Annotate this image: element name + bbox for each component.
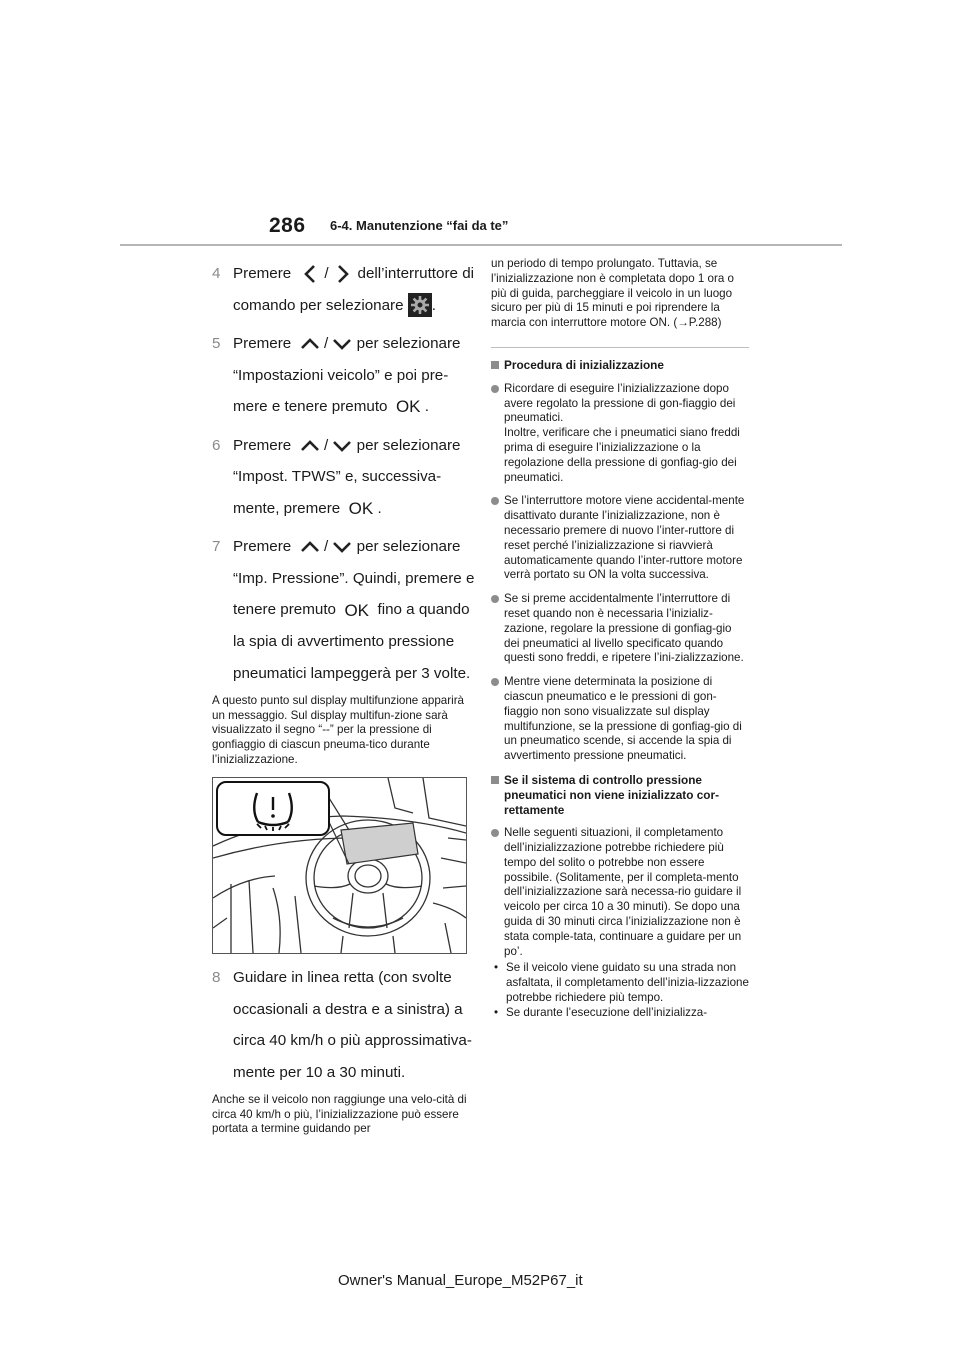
chevron-up-icon: [300, 440, 320, 452]
chevron-down-icon: [332, 541, 352, 553]
bullet-item: [491, 826, 749, 959]
square-bullet-icon: [491, 361, 499, 369]
sub-bullet-text: Se il veicolo viene guidato su una strada non asfaltata, il completamento dell’inizia-lizzazione potrebbe richiedere più tempo.: [506, 961, 749, 1005]
step-text: occasionali a destra e a sinistra) a: [233, 1000, 463, 1018]
chevron-down-icon: [332, 440, 352, 452]
step-8: [212, 962, 472, 1088]
bullet-item: [491, 494, 749, 583]
footer-doc-id: Owner's Manual_Europe_M52P67_it: [338, 1272, 583, 1289]
step-text: per selezionare: [356, 538, 461, 556]
step-text: .: [424, 398, 429, 415]
section-divider: [491, 347, 749, 348]
step-text: “Impostazioni veicolo” e poi pre-: [233, 366, 449, 384]
note-display-message: A questo punto sul display multifunzione apparirà un messaggio. Sul display multifun-zione sarà visualizzato il segno “--” per la pressione di gonfiaggio di ciascun pneuma-tico durante l’inizializzazione.: [212, 694, 464, 766]
step-text: circa 40 km/h o più approssimativa-: [233, 1032, 472, 1050]
bullet-text: Nelle seguenti situazioni, il completamento dell’inizializzazione potrebbe richiedere più tempo del solito o potrebbe non essere possibile. (Solitamente, per il completa-mento dell’inizializzazione sarà necessa-rio guidare il veicolo per circa 10 a 30 minuti). Se dopo una guida di 30 minuti circa l’inizializzazione non è stata comple-tata, continuare a guidare per un po’.: [504, 826, 742, 958]
step-5: [212, 328, 472, 423]
chevron-down-icon: [332, 338, 352, 350]
bullet-text: Se l’interruttore motore viene accidental-mente disattivato durante l’inizializzazione, non è necessario premere di nuovo l’inter-ruttore di reset perché l’inizializzazione si riavvierà automaticamente quando l’inter-ruttore motore verrà portato su ON la volta successiva.: [504, 494, 745, 582]
continued-text: un periodo di tempo prolungato. Tuttavia, se l’inizializzazione non è completata dopo 1 ora o più di guida, parcheggiare il veicolo in un luogo sicuro per più di 15 minuti e poi riprendere la marcia con interruttore motore ON. (→P.288): [491, 257, 734, 330]
round-bullet-icon: [491, 829, 499, 837]
heading-text: Se il sistema di controllo pressione pneumatici non viene inizializzato cor-rettamente: [504, 772, 719, 817]
heading-text: Procedura di inizializzazione: [504, 357, 664, 372]
ok-button-icon: OK: [348, 498, 374, 518]
round-bullet-icon: [491, 385, 499, 393]
page-number: 286: [269, 214, 306, 237]
bullet-item: [491, 592, 749, 666]
step-text: comando per selezionare: [233, 296, 404, 314]
step-text: .: [431, 296, 437, 314]
step-text: la spia di avvertimento pressione: [233, 633, 455, 651]
step-number: 8: [212, 969, 221, 987]
right-column: [491, 257, 749, 1021]
bullet-text: Se si preme accidentalmente l’interruttore di reset quando non è necessaria l’inizializ-zazione, regolare la pressione di gonfiag-gio dei pneumatici al livello specificato quando questi sono freddi, e ripetere l’ini-zializzazione.: [504, 592, 744, 665]
dashboard-illustration: [212, 777, 467, 954]
step-text: pneumatici lampeggerà per 3 volte.: [233, 664, 471, 682]
square-bullet-icon: [491, 776, 499, 784]
sub-bullet-item: [491, 961, 749, 1005]
step-text: fino a quando: [377, 601, 470, 619]
steering-wheel-illustration: [213, 778, 466, 953]
step-text: /: [323, 538, 329, 556]
step-text: tenere premuto: [233, 601, 336, 619]
step-number: 7: [212, 538, 221, 556]
step-text: Premere: [233, 436, 292, 454]
step-text: Guidare in linea retta (con svolte: [233, 969, 452, 987]
bullet-text: Ricordare di eseguire l’inizializzazione dopo avere regolato la pressione di gon-fiaggio dei pneumatici. Inoltre, verificare che i pneumatici siano freddi prima di eseguire l’inizializzazione o la regolazione della pressione di gonfiag-gio dei pneumatici.: [504, 381, 740, 484]
step-number: 5: [212, 335, 221, 352]
bullet-text: Mentre viene determinata la posizione di ciascun pneumatico e le pressioni di gon-fiaggio non sono visualizzate sul display multifunzione, se la pressione di gonfiag-gio di un pneumatico scende, si accende la spia di avvertimento pressione pneumatici.: [504, 675, 742, 763]
step-number: 6: [212, 436, 221, 454]
sub-bullet-mark: •: [494, 961, 499, 975]
section-title: 6-4. Manutenzione “fai da te”: [330, 218, 509, 233]
step-number: 4: [212, 265, 221, 282]
step-text: mente per 10 a 30 minuti.: [233, 1063, 406, 1081]
sub-bullet-item: [491, 1006, 749, 1021]
step-text: /: [323, 436, 329, 454]
step-4: [212, 258, 475, 321]
ok-button-icon: OK: [344, 600, 370, 620]
chevron-up-icon: [300, 338, 320, 350]
left-column: [212, 258, 475, 1147]
bullet-item: [491, 382, 749, 486]
chevron-up-icon: [300, 541, 320, 553]
gear-icon: [408, 293, 432, 317]
round-bullet-icon: [491, 595, 499, 603]
step-text: dell’interruttore di: [357, 265, 475, 282]
step-text: /: [323, 335, 329, 352]
step-text: “Imp. Pressione”. Quindi, premere e: [233, 569, 475, 587]
step-text: mere e tenere premuto: [233, 398, 388, 415]
round-bullet-icon: [491, 678, 499, 686]
step-7: [212, 531, 475, 689]
step-text: Premere: [233, 335, 292, 352]
header-divider: [120, 244, 842, 246]
step-text: Premere: [233, 265, 292, 282]
chevron-right-icon: [337, 264, 349, 284]
sub-bullet-text: Se durante l’esecuzione dell’inizializza-: [506, 1005, 708, 1019]
step-text: mente, premere: [233, 499, 341, 517]
note-speed: Anche se il veicolo non raggiunge una velo-cità di circa 40 km/h o più, l’inizializzazione può essere portata a termine guidando per: [212, 1093, 467, 1136]
step-text: per selezionare: [356, 335, 461, 352]
ok-button-icon: OK: [395, 397, 421, 417]
step-6: [212, 430, 472, 525]
bullet-item: [491, 675, 749, 764]
sub-bullet-mark: •: [494, 1005, 499, 1019]
step-text: Premere: [233, 538, 292, 556]
heading-initialization-procedure: [491, 358, 749, 373]
round-bullet-icon: [491, 497, 499, 505]
chevron-left-icon: [304, 264, 316, 284]
step-text: “Impost. TPWS” e, successiva-: [233, 468, 442, 486]
step-text: /: [324, 265, 329, 282]
step-text: per selezionare: [356, 436, 461, 454]
step-text: .: [377, 499, 382, 517]
heading-not-initialized: [491, 773, 749, 817]
